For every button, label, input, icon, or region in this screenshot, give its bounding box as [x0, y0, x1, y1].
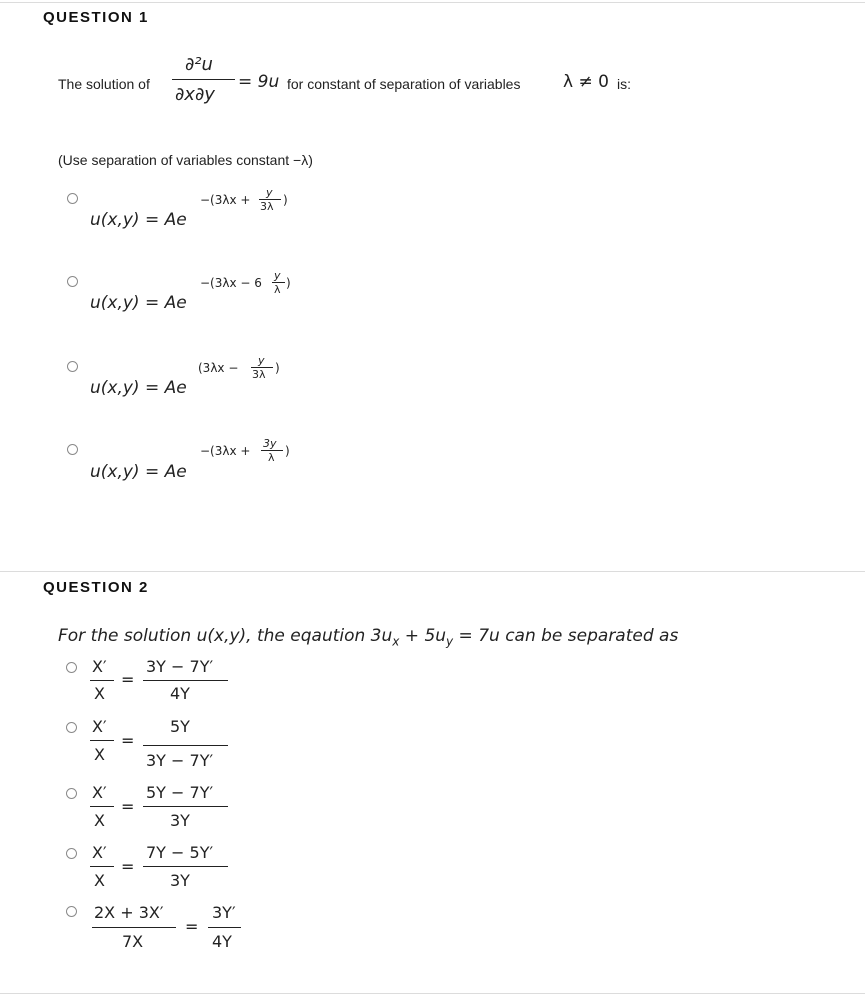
left-denominator: 7X	[122, 932, 144, 951]
radio-button[interactable]	[66, 662, 77, 673]
left-numerator: X′	[92, 717, 107, 736]
radio-button[interactable]	[67, 444, 78, 455]
left-fraction-bar	[90, 680, 114, 681]
question-divider	[0, 571, 865, 572]
right-fraction-bar	[143, 745, 228, 746]
exponent-denominator: λ	[274, 283, 281, 296]
left-fraction-bar	[90, 740, 114, 741]
hint-text: (Use separation of variables constant −λ)	[58, 152, 313, 168]
exponent-numerator: y	[274, 269, 281, 282]
left-numerator: 2X + 3X′	[94, 903, 164, 922]
left-denominator: X	[94, 811, 105, 830]
left-fraction-bar	[92, 927, 176, 928]
right-numerator: 5Y − 7Y′	[146, 783, 214, 802]
right-numerator: 7Y − 5Y′	[146, 843, 214, 862]
exponent-close: )	[275, 361, 280, 375]
prompt-suffix: for constant of separation of variables	[287, 76, 521, 92]
right-fraction-bar	[208, 927, 241, 928]
equals-sign: =	[121, 797, 135, 816]
left-fraction-bar	[90, 806, 114, 807]
option-base: u(x,y) = Ae	[90, 378, 187, 398]
subscript-x: x	[392, 634, 400, 649]
prompt-prefix: The solution of	[58, 76, 150, 92]
left-numerator: X′	[92, 657, 107, 676]
lambda-condition: λ ≠ 0	[563, 72, 609, 92]
right-denominator: 4Y	[170, 684, 190, 703]
left-fraction-bar	[90, 866, 114, 867]
equals-sign: =	[121, 670, 135, 689]
prompt-main: For the solution u(x,y), the eqaution 3u	[58, 626, 393, 646]
question-1-header: QUESTION 1	[43, 9, 149, 26]
exponent-numerator: y	[258, 354, 265, 367]
equals-sign: =	[121, 857, 135, 876]
question-2-prompt	[58, 626, 678, 648]
left-numerator: X′	[92, 783, 107, 802]
radio-button[interactable]	[66, 722, 77, 733]
subscript-y: y	[446, 634, 454, 649]
exponent-close: )	[286, 276, 291, 290]
exponent-numerator: y	[266, 186, 273, 199]
right-fraction-bar	[143, 806, 228, 807]
radio-button[interactable]	[67, 361, 78, 372]
left-denominator: X	[94, 871, 105, 890]
right-numerator: 3Y′	[212, 903, 236, 922]
option-base: u(x,y) = Ae	[90, 210, 187, 230]
pde-denominator: ∂x∂y	[175, 84, 215, 105]
equals-sign: =	[185, 917, 199, 936]
radio-button[interactable]	[66, 906, 77, 917]
prompt-rhs: = 7u can be separated as	[453, 626, 679, 646]
exponent-prefix: −(3λx +	[200, 193, 251, 207]
right-fraction-bar	[143, 680, 228, 681]
question-2-header: QUESTION 2	[43, 579, 149, 596]
pde-numerator: ∂²u	[185, 54, 213, 75]
top-divider	[0, 2, 865, 3]
right-numerator: 3Y − 7Y′	[146, 657, 214, 676]
right-denominator: 3Y	[170, 811, 190, 830]
radio-button[interactable]	[67, 276, 78, 287]
radio-button[interactable]	[67, 193, 78, 204]
right-numerator: 5Y	[170, 717, 190, 736]
bottom-divider	[0, 993, 865, 994]
prompt-end: is:	[617, 76, 631, 92]
right-denominator: 3Y	[170, 871, 190, 890]
right-denominator: 4Y	[212, 932, 232, 951]
pde-fraction-bar	[172, 79, 235, 80]
exponent-close: )	[285, 444, 290, 458]
option-base: u(x,y) = Ae	[90, 293, 187, 313]
exponent-prefix: −(3λx +	[200, 444, 251, 458]
exponent-prefix: −(3λx − 6	[200, 276, 262, 290]
equals-sign: =	[121, 731, 135, 750]
option-base: u(x,y) = Ae	[90, 462, 187, 482]
radio-button[interactable]	[66, 788, 77, 799]
exponent-denominator: λ	[268, 451, 275, 464]
radio-button[interactable]	[66, 848, 77, 859]
left-denominator: X	[94, 745, 105, 764]
prompt-plus: + 5u	[399, 626, 447, 646]
exponent-denominator: 3λ	[252, 368, 266, 381]
exponent-prefix: (3λx −	[198, 361, 239, 375]
right-denominator: 3Y − 7Y′	[146, 751, 214, 770]
pde-rhs: = 9u	[238, 72, 280, 92]
left-denominator: X	[94, 684, 105, 703]
exponent-numerator: 3y	[263, 437, 277, 450]
exponent-close: )	[283, 193, 288, 207]
right-fraction-bar	[143, 866, 228, 867]
exponent-denominator: 3λ	[260, 200, 274, 213]
left-numerator: X′	[92, 843, 107, 862]
